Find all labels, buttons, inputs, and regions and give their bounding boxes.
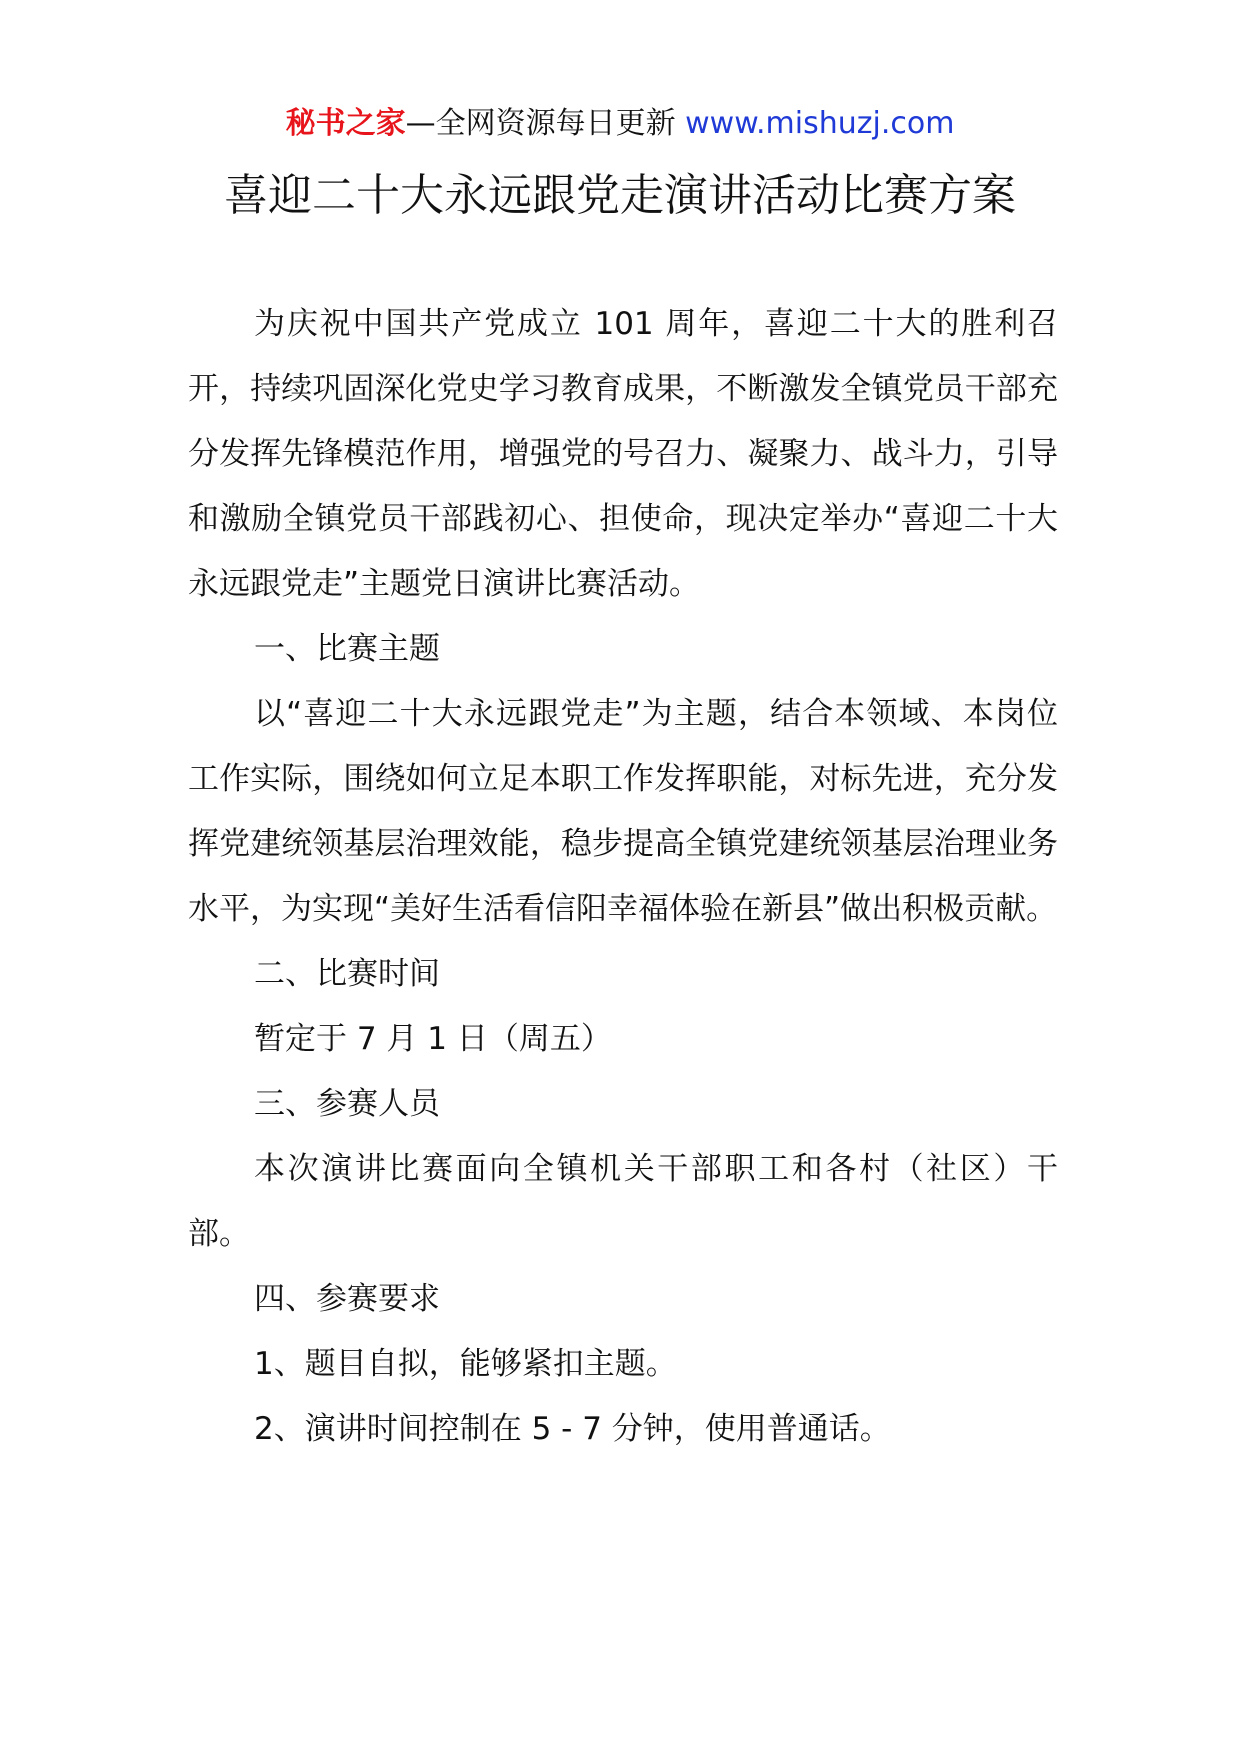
section-body-theme: 以“喜迎二十大永远跟党走”为主题，结合本领域、本岗位工作实际，围绕如何立足本职工作发挥职能，对标先进，充分发挥党建统领基层治理效能，稳步提高全镇党建统领基层治理业务水平，为实现“美好生活看信阳幸福体验在新县”做出积极贡献。: [188, 696, 1058, 927]
section-heading-requirements: 四、参赛要求: [254, 1281, 440, 1317]
section-heading-participants: 三、参赛人员: [254, 1086, 440, 1122]
header-slogan: —全网资源每日更新: [405, 106, 686, 141]
section-heading-time: 二、比赛时间: [254, 956, 440, 992]
section-body-time: 暂定于 7 月 1 日（周五）: [254, 1021, 612, 1057]
intro-paragraph: 为庆祝中国共产党成立 101 周年，喜迎二十大的胜利召开，持续巩固深化党史学习教育成果，不断激发全镇党员干部充分发挥先锋模范作用，增强党的号召力、凝聚力、战斗力，引导和激励全镇党员干部践初心、担使命，现决定举办“喜迎二十大永远跟党走”主题党日演讲比赛活动。: [188, 306, 1058, 602]
brand-name: 秘书之家: [285, 106, 406, 141]
section-body-participants: 本次演讲比赛面向全镇机关干部职工和各村（社区）干部。: [188, 1151, 1058, 1252]
document-body: [188, 292, 1058, 1462]
requirement-item: 1、题目自拟，能够紧扣主题。: [254, 1346, 677, 1382]
site-url-link[interactable]: www.mishuzj.com: [685, 106, 955, 141]
requirement-item: 2、演讲时间控制在 5 - 7 分钟，使用普通话。: [254, 1411, 891, 1447]
section-heading-theme: 一、比赛主题: [254, 631, 440, 667]
document-title: 喜迎二十大永远跟党走演讲活动比赛方案: [224, 170, 1016, 221]
site-header: [0, 102, 1240, 146]
